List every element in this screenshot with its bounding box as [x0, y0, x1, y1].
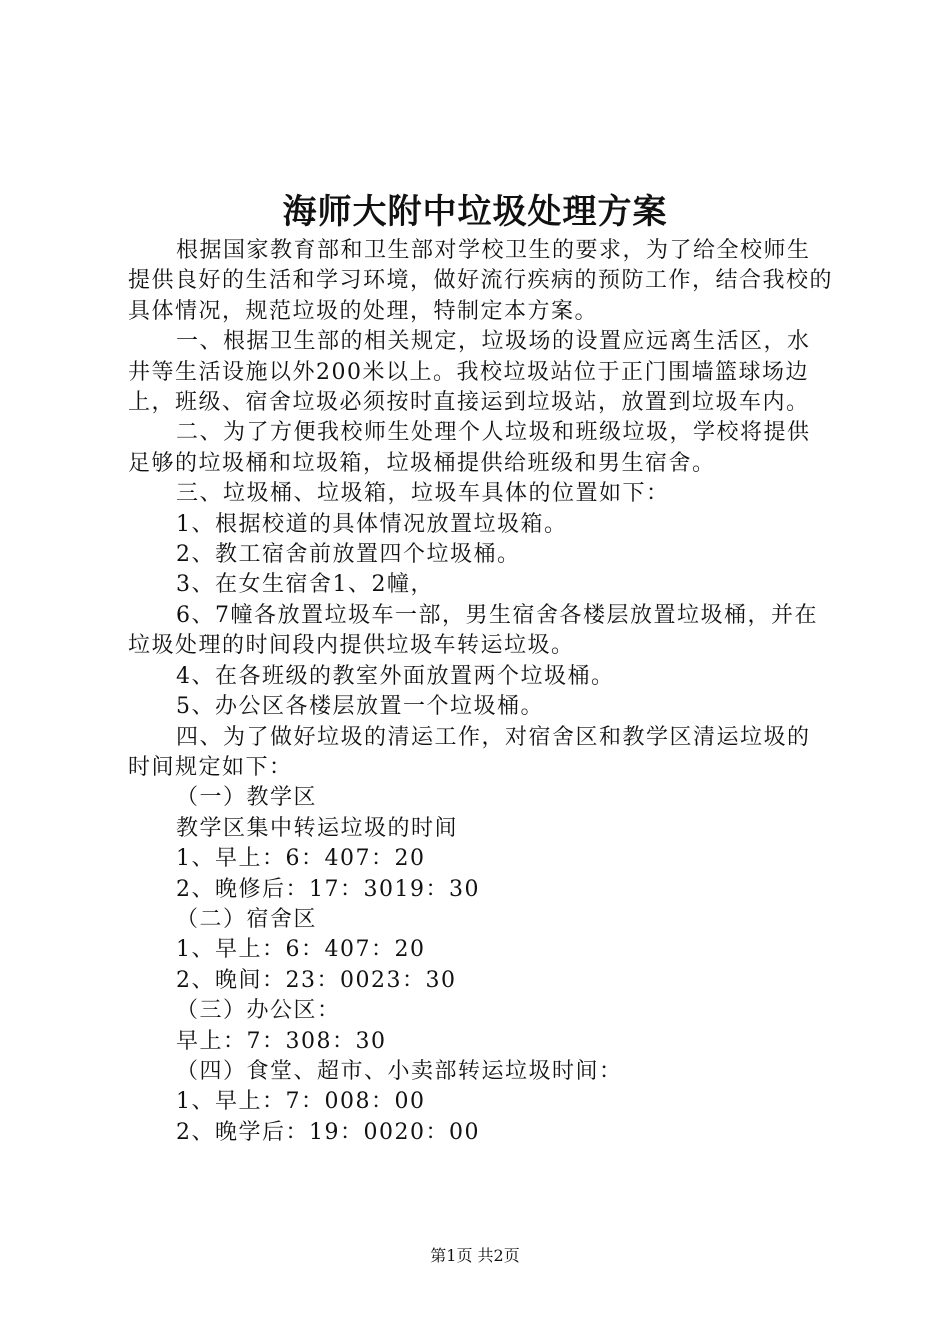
- subheading-teaching-area: （一）教学区: [176, 785, 318, 811]
- subheading-office-area: （三）办公区：: [176, 998, 341, 1024]
- schedule-item: 1、早上：7：008：00: [176, 1089, 426, 1115]
- paragraph-section-1: 一、根据卫生部的相关规定，垃圾场的设置应远离生活区，水井等生活设施以外200米以上。我校垃圾站位于正门围墙篮球场边上，班级、宿舍垃圾必须按时直接运到垃圾站，放置到垃圾车内。: [128, 329, 811, 416]
- subheading-canteen-area: （四）食堂、超市、小卖部转运垃圾时间：: [176, 1058, 623, 1084]
- schedule-item: 1、早上：6：407：20: [176, 846, 426, 872]
- list-item: 1、根据校道的具体情况放置垃圾箱。: [176, 511, 568, 537]
- schedule-item: 2、晚学后：19：0020：00: [176, 1119, 480, 1145]
- schedule-caption: 教学区集中转运垃圾的时间: [176, 815, 459, 841]
- schedule-item: 2、晚间：23：0023：30: [176, 967, 457, 993]
- subheading-dormitory-area: （二）宿舍区: [176, 906, 318, 932]
- list-item: 5、办公区各楼层放置一个垃圾桶。: [176, 694, 544, 720]
- paragraph-section-4: 四、为了做好垃圾的清运工作，对宿舍区和教学区清运垃圾的时间规定如下：: [128, 724, 811, 780]
- schedule-item: 1、早上：6：407：20: [176, 937, 426, 963]
- document-body: [128, 236, 833, 1148]
- list-item: 4、在各班级的教室外面放置两个垃圾桶。: [176, 663, 615, 689]
- schedule-item: 早上：7：308：30: [176, 1028, 387, 1054]
- page-footer: 第1页 共2页: [430, 1246, 520, 1265]
- list-item: 2、教工宿舍前放置四个垃圾桶。: [176, 542, 521, 568]
- paragraph-section-2: 二、为了方便我校师生处理个人垃圾和班级垃圾，学校将提供足够的垃圾桶和垃圾箱，垃圾桶提供给班级和男生宿舍。: [128, 420, 811, 476]
- schedule-item: 2、晚修后：17：3019：30: [176, 876, 480, 902]
- paragraph-intro: 根据国家教育部和卫生部对学校卫生的要求，为了给全校师生提供良好的生活和学习环境，做好流行疾病的预防工作，结合我校的具体情况，规范垃圾的处理，特制定本方案。: [128, 238, 834, 324]
- document-title: 海师大附中垃圾处理方案: [282, 192, 668, 232]
- list-item: 6、7幢各放置垃圾车一部，男生宿舍各楼层放置垃圾桶，并在垃圾处理的时间段内提供垃圾车转运垃圾。: [128, 602, 818, 659]
- paragraph-section-3: 三、垃圾桶、垃圾箱，垃圾车具体的位置如下：: [176, 481, 670, 507]
- list-item: 3、在女生宿舍1、2幢，: [176, 572, 434, 598]
